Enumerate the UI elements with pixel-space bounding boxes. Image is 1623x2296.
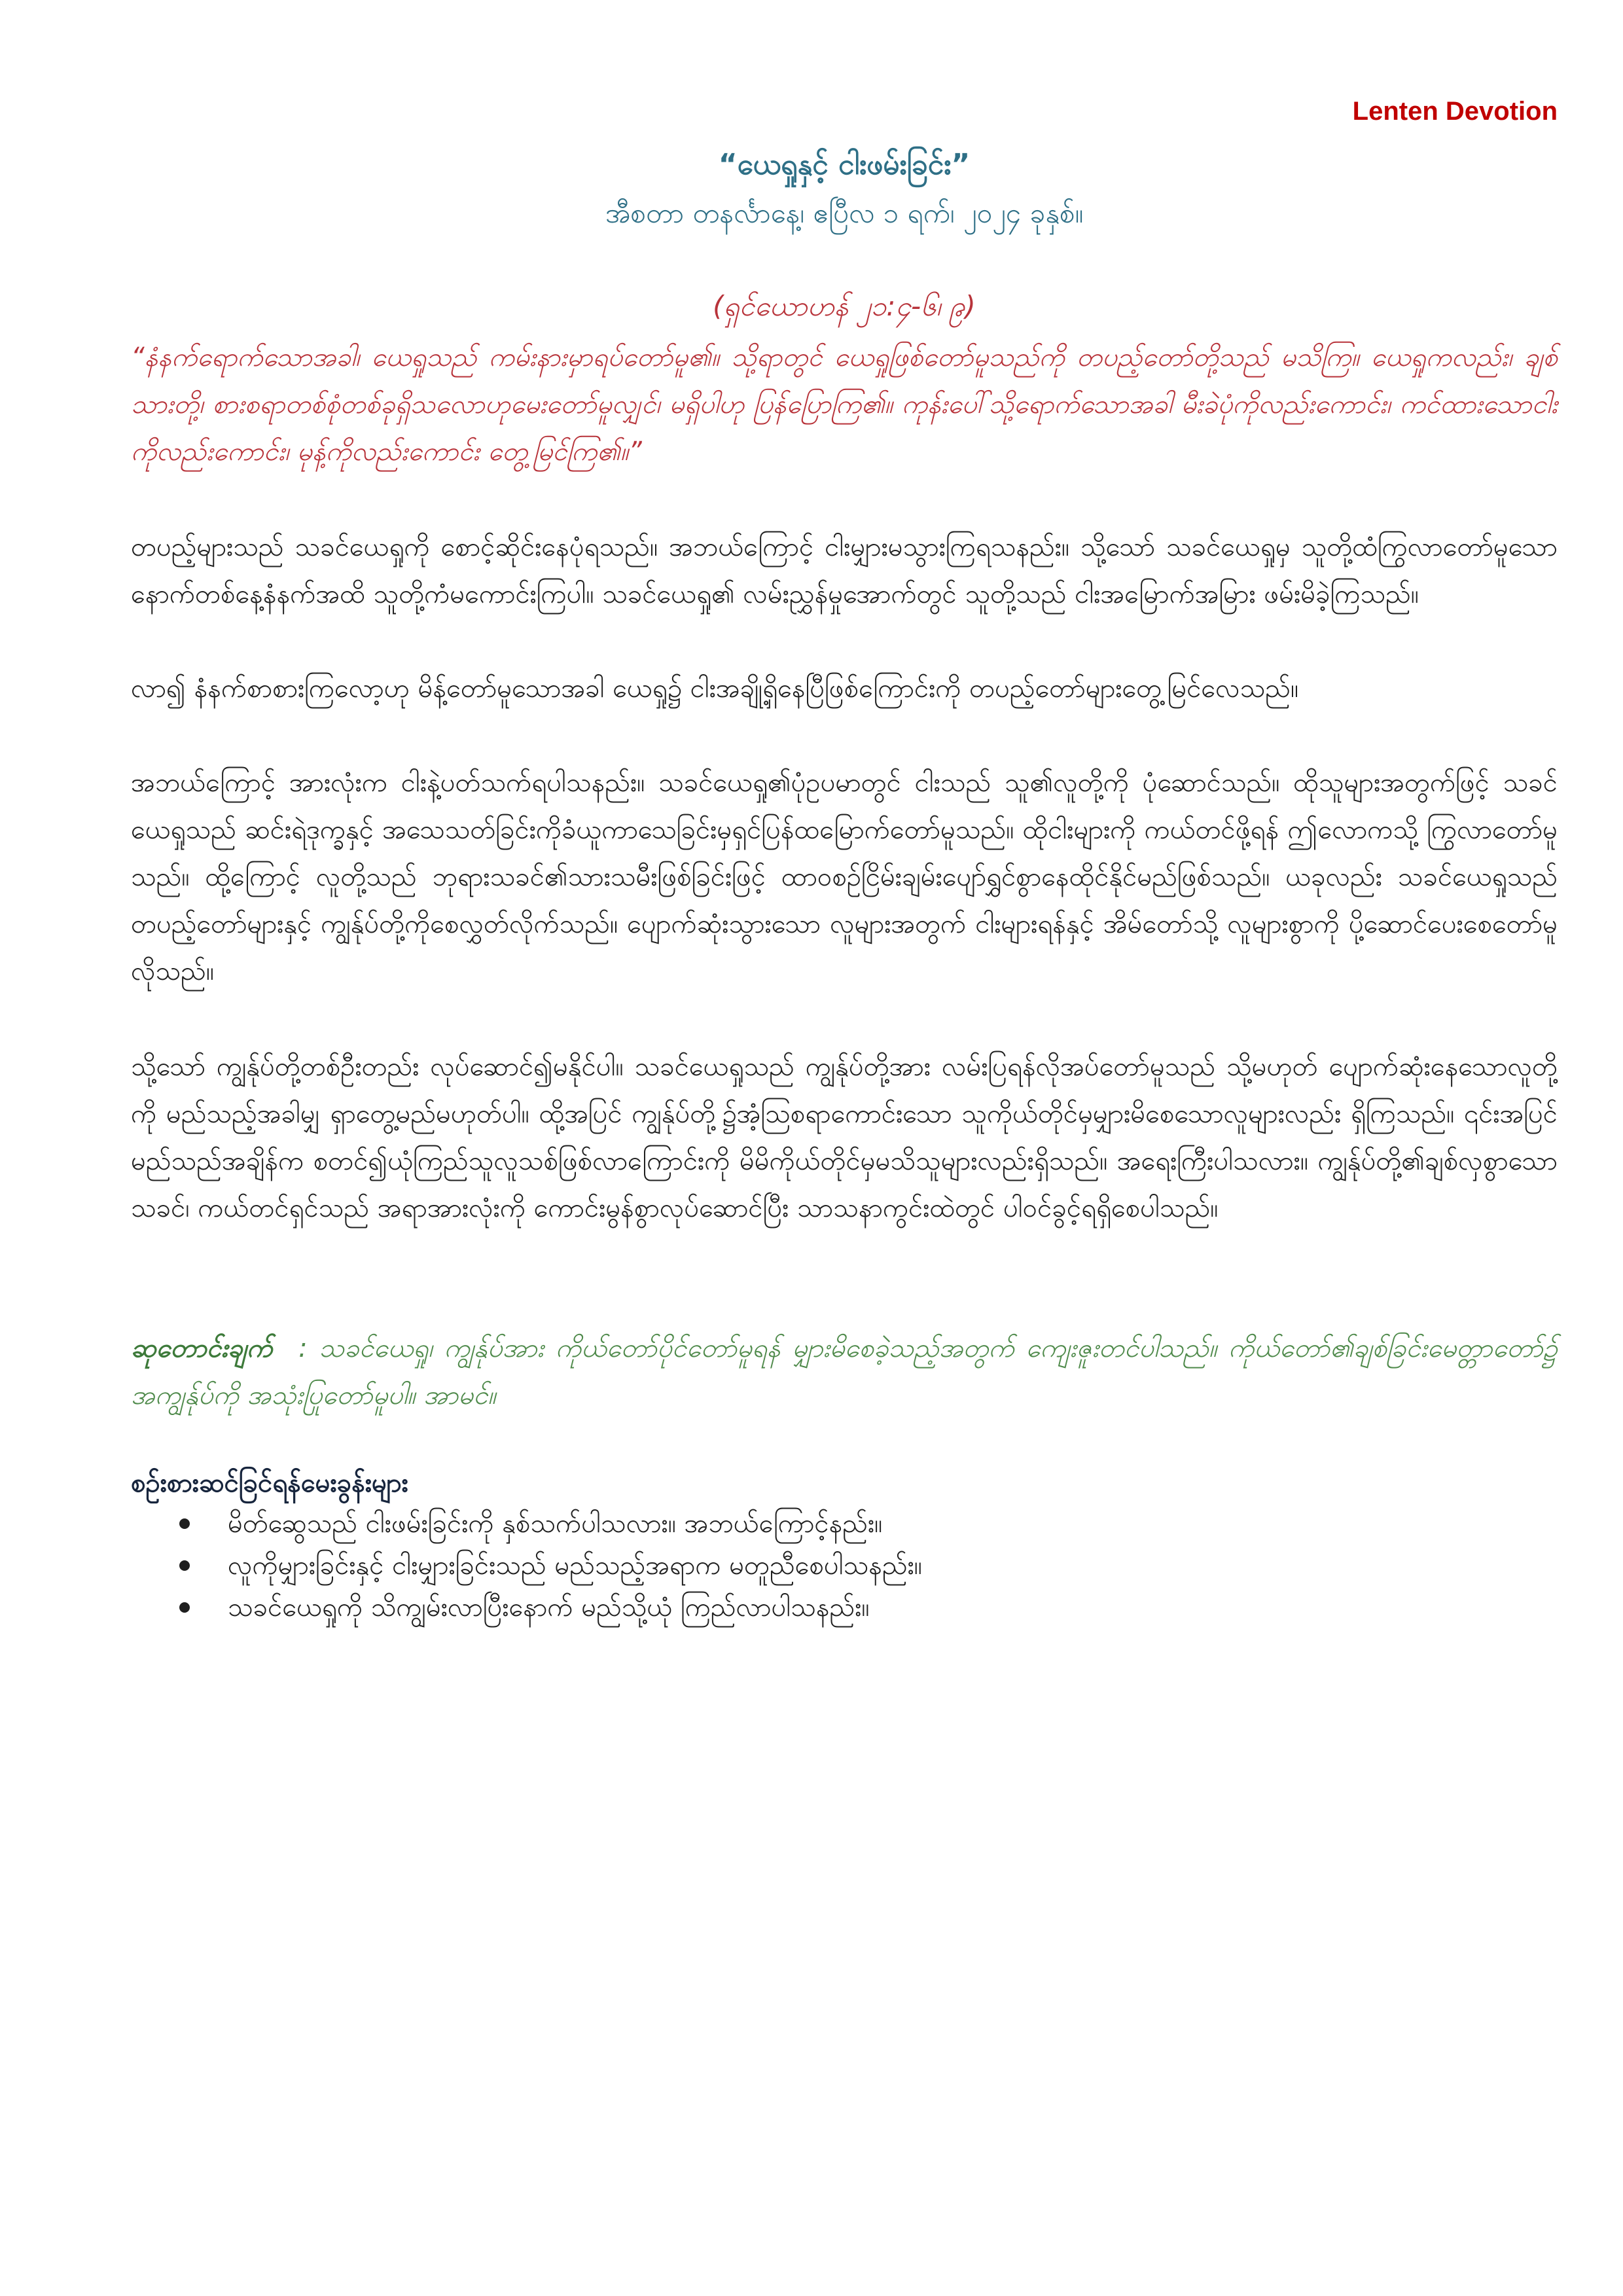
- prayer-block: [131, 1325, 1558, 1419]
- body-paragraph: လာ၍ နံနက်စာစားကြလော့ဟု မိန့်တော်မူသောအခါ ယေရှု၌ ငါးအချို့ရှိနေပြီဖြစ်ကြောင်းကို တပည့်တော်များတွေ့မြင်လေသည်။: [131, 673, 1299, 704]
- question-text: မိတ်ဆွေသည် ငါးဖမ်းခြင်းကို နှစ်သက်ပါသလား။ အဘယ်ကြောင့်နည်း။: [228, 1509, 883, 1539]
- list-item: [131, 1587, 1558, 1628]
- body-paragraph: တပည့်များသည် သခင်ယေရှုကို စောင့်ဆိုင်းနေပုံရသည်။ အဘယ်ကြောင့် ငါးမျှားမသွားကြရသနည်း။ သို့သော် သခင်ယေရှုမှ သူတို့ထံကြွလာတော်မူသော နောက်တစ်နေ့နံနက်အထိ သူတို့ကံမကောင်းကြပါ။ သခင်ယေရှု၏ လမ်းညွှန်မှုအောက်တွင် သူတို့သည် ငါးအမြောက်အမြား ဖမ်းမိခဲ့ကြသည်။: [131, 532, 1558, 609]
- bullet-icon: [179, 1602, 190, 1613]
- date-line: အီစတာ တနင်္လာနေ့၊ ဧပြီလ ၁ ရက်၊ ၂၀၂၄ ခုနှစ်။: [605, 197, 1084, 229]
- reflection-questions-heading: စဉ်းစားဆင်ခြင်ရန်မေးခွန်းများ: [131, 1468, 408, 1498]
- scripture-reference: (ရှင်ယောဟန် ၂၁:၄-၆၊ ၉): [713, 290, 976, 322]
- bullet-icon: [179, 1560, 190, 1571]
- lenten-devotion-tag: Lenten Devotion: [1352, 97, 1558, 126]
- scripture-quote: “နံနက်ရောက်သောအခါ၊ ယေရှုသည် ကမ်းနားမှာရပ်တော်မူ၏။ သို့ရာတွင် ယေရှုဖြစ်တော်မူသည်ကို တပည့်တော်တို့သည် မသိကြ။ ယေရှုကလည်း၊ ချစ်သားတို့၊ စားစရာတစ်စုံတစ်ခုရှိသလောဟုမေးတော်မူလျှင်၊ မရှိပါဟု ပြန်ပြောကြ၏။ ကုန်းပေါ်သို့ရောက်သောအခါ မီးခဲပုံကိုလည်းကောင်း၊ ကင်ထားသောငါးကိုလည်းကောင်း၊ မုန့်ကိုလည်းကောင်း တွေ့မြင်ကြ၏။”: [131, 342, 1558, 467]
- page-title: “ယေရှုနှင့် ငါးဖမ်းခြင်း”: [718, 148, 971, 181]
- body-paragraph: အဘယ်ကြောင့် အားလုံးက ငါးနဲ့ပတ်သက်ရပါသနည်း။ သခင်ယေရှု၏ပုံဥပမာတွင် ငါးသည် သူ၏လူတို့ကို ပုံဆောင်သည်။ ထိုသူများအတွက်ဖြင့် သခင်ယေရှုသည် ဆင်းရဲဒုက္ခနှင့် အသေသတ်ခြင်းကိုခံယူကာသေခြင်းမှရှင်ပြန်ထမြောက်တော်မူသည်။ ထိုငါးများကို ကယ်တင်ဖို့ရန် ဤလောကသို့ ကြွလာတော်မူသည်။ ထို့ကြောင့် လူတို့သည် ဘုရားသခင်၏သားသမီးဖြစ်ခြင်းဖြင့် ထာဝစဉ်ငြိမ်းချမ်းပျော်ရွှင်စွာနေထိုင်နိုင်မည်ဖြစ်သည်။ ယခုလည်း သခင်ယေရှုသည် တပည့်တော်များနှင့် ကျွန်ုပ်တို့ကိုစေလွှတ်လိုက်သည်။ ပျောက်ဆုံးသွားသော လူများအတွက် ငါးများရန်နှင့် အိမ်တော်သို့ လူများစွာကို ပို့ဆောင်ပေးစေတော်မူလိုသည်။: [131, 768, 1558, 986]
- devotion-page: [131, 0, 1558, 2296]
- list-item: [131, 1545, 1558, 1587]
- prayer-label: ဆုတောင်းချက်: [131, 1333, 273, 1363]
- list-item: [131, 1503, 1558, 1545]
- prayer-text: : သခင်ယေရှု၊ ကျွန်ုပ်အား ကိုယ်တော်ပိုင်တော်မူရန် မျှားမိစေခဲ့သည့်အတွက် ကျေးဇူးတင်ပါသည်။ ကိုယ်တော်၏ချစ်ခြင်းမေတ္တာတော်၌ အကျွန်ုပ်ကို အသုံးပြုတော်မူပါ။ အာမင်။: [131, 1333, 1558, 1410]
- bullet-icon: [179, 1518, 190, 1529]
- reflection-questions-list: [131, 1503, 1558, 1628]
- question-text: လူကိုမျှားခြင်းနှင့် ငါးမျှားခြင်းသည် မည်သည့်အရာက မတူညီစေပါသနည်း။: [228, 1551, 922, 1581]
- question-text: သခင်ယေရှုကို သိကျွမ်းလာပြီးနောက် မည်သို့ယုံ ကြည်လာပါသနည်း။: [228, 1592, 870, 1623]
- body-paragraph: သို့သော် ကျွန်ုပ်တို့တစ်ဦးတည်း လုပ်ဆောင်၍မနိုင်ပါ။ သခင်ယေရှုသည် ကျွန်ုပ်တို့အား လမ်းပြရန်လိုအပ်တော်မူသည် သို့မဟုတ် ပျောက်ဆုံးနေသောလူတို့ကို မည်သည့်အခါမျှ ရှာတွေ့မည်မဟုတ်ပါ။ ထို့အပြင် ကျွန်ုပ်တို့၌အံ့သြစရာကောင်းသော သူကိုယ်တိုင်မှမျှားမိစေသောလူများလည်း ရှိကြသည်။ ၎င်းအပြင် မည်သည်အချိန်က စတင်၍ယုံကြည်သူလူသစ်ဖြစ်လာကြောင်းကို မိမိကိုယ်တိုင်မှမသိသူများလည်းရှိသည်။ အရေးကြီးပါသလား။ ကျွန်ုပ်တို့၏ချစ်လှစွာသောသခင်၊ ကယ်တင်ရှင်သည် အရာအားလုံးကို ကောင်းမွန်စွာလုပ်ဆောင်ပြီး သာသနာကွင်းထဲတွင် ပါဝင်ခွင့်ရရှိစေပါသည်။: [131, 1052, 1558, 1223]
